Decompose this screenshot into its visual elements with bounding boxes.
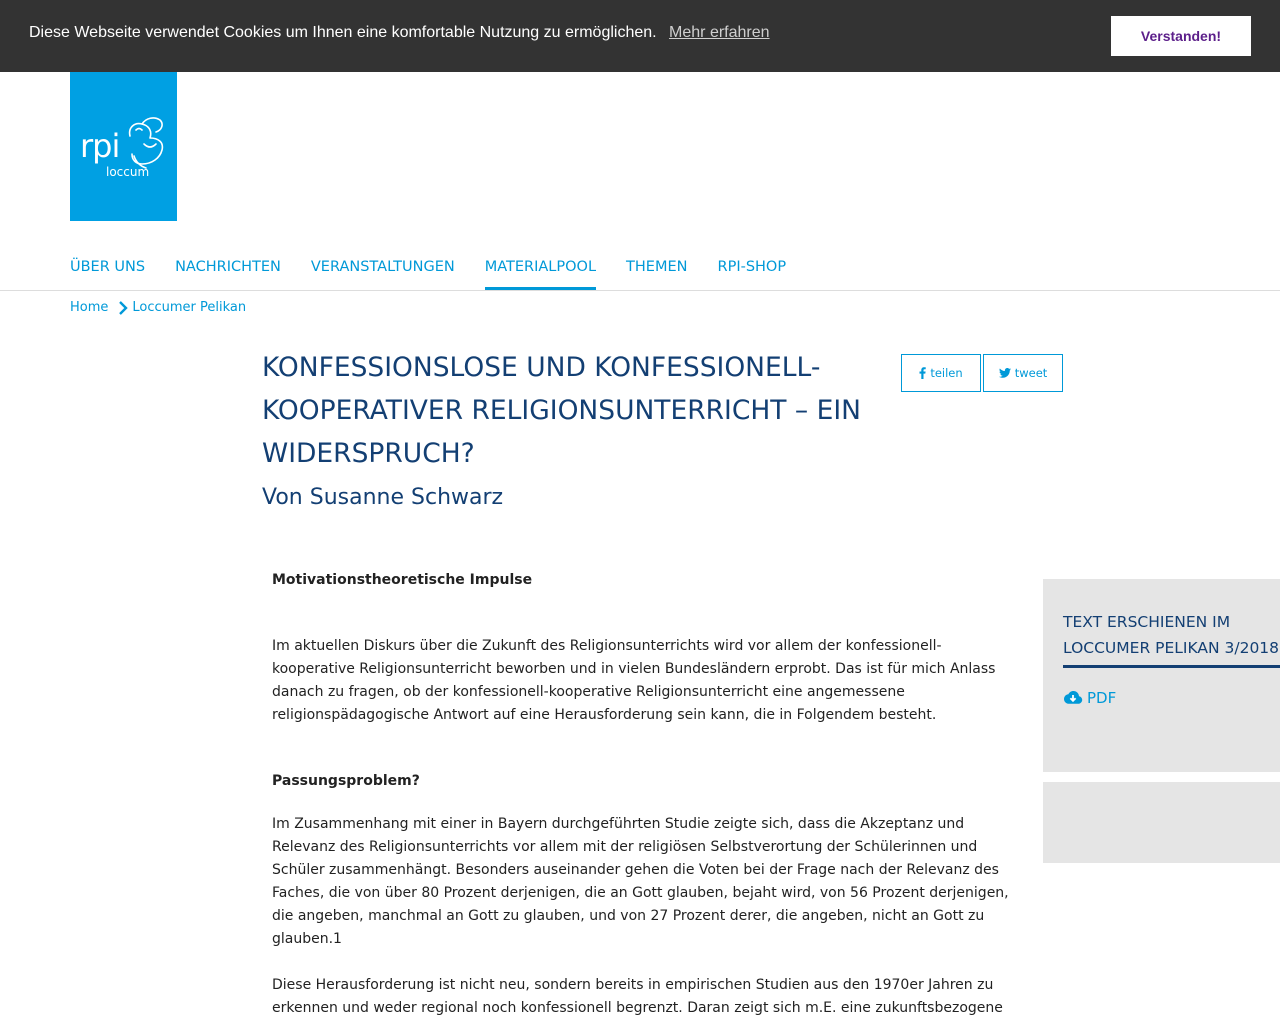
article-paragraph: Im Zusammenhang mit einer in Bayern durchgeführten Studie zeigte sich, dass die Akzeptanz und Relevanz des Religionsunterrichts vor allem mit der religiösen Selbstverortung der Schülerinnen und Schüler zusammenhängt. Besonders auseinander gehen die Voten bei der Frage nach der Relevanz des Faches, die von über 80 Prozent derjenigen, die an Gott glauben, bejaht wird, von 56 Prozent derjenigen, die angeben, manchmal an Gott zu glauben, und von 27 Prozent derer, die angeben, nicht an Gott zu glauben.1 bbox=[272, 816, 1009, 947]
site-logo[interactable] bbox=[70, 72, 177, 221]
cookie-message bbox=[29, 24, 770, 42]
facebook-icon bbox=[919, 367, 926, 379]
cookie-accept-button[interactable]: Verstanden! bbox=[1111, 16, 1251, 56]
cookie-more-link[interactable]: Mehr erfahren bbox=[669, 24, 770, 41]
nav-item-themen[interactable]: THEMEN bbox=[626, 259, 688, 275]
publication-title-text: TEXT ERSCHIENEN IM LOCCUMER PELIKAN 3/2018 bbox=[1063, 613, 1280, 657]
chevron-right-icon bbox=[118, 301, 128, 315]
breadcrumb-home[interactable]: Home bbox=[70, 300, 109, 315]
nav-item-rpi-shop[interactable]: RPI-SHOP bbox=[717, 259, 787, 275]
pdf-download-link[interactable] bbox=[1063, 689, 1116, 707]
publication-divider bbox=[1063, 665, 1280, 668]
share-facebook-label: teilen bbox=[930, 366, 963, 380]
article-title: KONFESSIONSLOSE UND KONFESSIONELL-KOOPERATIVER RELIGIONSUNTERRICHT – EIN WIDERSPRUCH? bbox=[262, 352, 861, 469]
nav-item-ueber-uns[interactable]: ÜBER UNS bbox=[70, 259, 146, 275]
pdf-link-label: PDF bbox=[1087, 689, 1117, 707]
sidebar-box bbox=[1043, 782, 1280, 863]
share-facebook-button[interactable] bbox=[901, 354, 981, 392]
share-twitter-label: tweet bbox=[1014, 366, 1048, 380]
article-paragraph: Im aktuellen Diskurs über die Zukunft des Religionsunterrichts wird vor allem der konfessionell-kooperative Religionsunterricht beworben und in vielen Bundesländern erprobt. Das ist für mich Anlass danach zu fragen, ob der konfessionell-kooperative Religionsunterricht eine angemessene religionspädagogische Antwort auf eine Herausforderung sein kann, die in Folgendem besteht. bbox=[272, 638, 996, 723]
article-author: Von Susanne Schwarz bbox=[262, 485, 504, 510]
logo-text-loccum: loccum bbox=[106, 165, 150, 179]
publication-title bbox=[1063, 609, 1280, 661]
article-paragraph: Diese Herausforderung ist nicht neu, sondern bereits in empirischen Studien aus den 1970er Jahren zu erkennen und weder regional noch konfessionell begrenzt. Daran zeigt sich m.E. eine zukunftsbezogene bbox=[272, 977, 1003, 1016]
nav-item-nachrichten[interactable]: NACHRICHTEN bbox=[175, 259, 281, 275]
breadcrumb bbox=[70, 300, 246, 315]
cookie-bar bbox=[0, 0, 1280, 72]
nav-item-materialpool[interactable]: MATERIALPOOL bbox=[485, 256, 596, 290]
article-heading-motivation: Motivationstheoretische Impulse bbox=[272, 572, 533, 588]
main-nav bbox=[70, 256, 816, 290]
cloud-download-icon bbox=[1063, 690, 1083, 706]
publication-info-box bbox=[1043, 579, 1280, 772]
nav-item-veranstaltungen[interactable]: VERANSTALTUNGEN bbox=[310, 259, 455, 275]
article-heading-passungsproblem: Passungsproblem? bbox=[272, 773, 420, 789]
breadcrumb-current[interactable]: Loccumer Pelikan bbox=[132, 300, 247, 315]
nav-divider bbox=[0, 290, 1280, 291]
share-twitter-button[interactable] bbox=[983, 354, 1063, 392]
twitter-icon bbox=[999, 368, 1011, 378]
logo-text-rpi: rpi bbox=[80, 127, 120, 165]
cookie-message-text: Diese Webseite verwendet Cookies um Ihnen eine komfortable Nutzung zu ermöglichen. bbox=[29, 24, 657, 41]
